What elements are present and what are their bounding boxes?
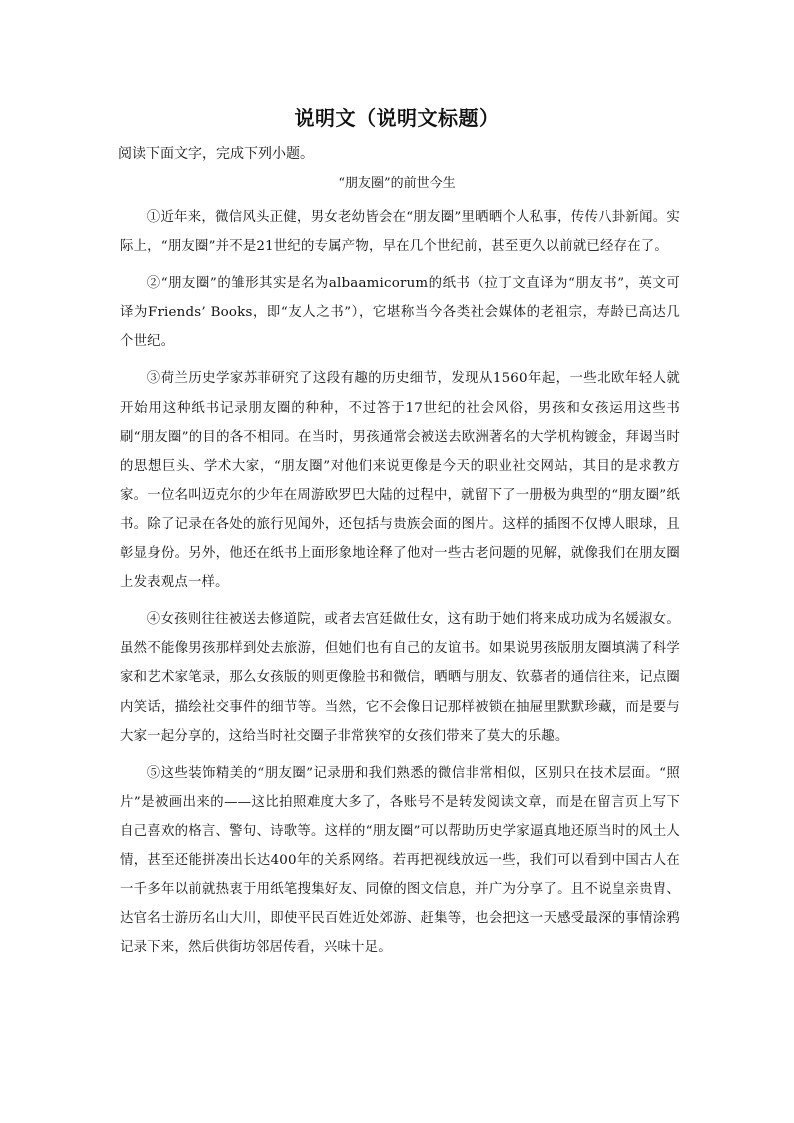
paragraph-3: ③荷兰历史学家苏菲研究了这段有趣的历史细节，发现从1560年起，一些北欧年轻人就开始用这种纸书记录朋友圈的种种，不过答于17世纪的社会风俗，男孩和女孩运用这些书刷“朋友圈”的目的各不相同。在当时，男孩通常会被送去欧洲著名的大学机构镀金，拜谒当时的思想巨头、学术大家，“朋友圈”对他们来说更像是今天的职业社交网站，其目的是求教方家。一位名叫迈克尔的少年在周游欧罗巴大陆的过程中，就留下了一册极为典型的“朋友圈”纸书。除了记录在各处的旅行见闻外，还包括与贵族会面的图片。这样的插图不仅博人眼球，且彰显身份。另外，他还在纸书上面形象地诠释了他对一些古老问题的见解，就像我们在朋友圈上发表观点一样。 <box>120 371 680 591</box>
page-title: 说明文（说明文标题） <box>294 106 500 130</box>
paragraph-5: ⑤这些装饰精美的“朋友圈”记录册和我们熟悉的微信非常相似，区别只在技术层面。“照片”是被画出来的——这比拍照难度大多了，各账号不是转发阅读文章，而是在留言页上写下自己喜欢的格言、警句、诗歌等。这样的“朋友圈”可以帮助历史学家逼真地还原当时的风土人情，甚至还能拼凑出长达400年的关系网络。若再把视线放远一些，我们可以看到中国古人在一千多年以前就热衷于用纸笔搜集好友、同僚的图文信息，并广为分享了。且不说皇亲贵胄、达官名士游历名山大川，即使平民百姓近处郊游、赶集等，也会把这一天感受最深的事情涂鸦记录下来，然后供街坊邻居传看，兴味十足。 <box>120 765 680 956</box>
paragraph-1: ①近年来，微信风头正健，男女老幼皆会在“朋友圈”里晒晒个人私事，传传八卦新闻。实际上，“朋友圈”并不是21世纪的专属产物，早在几个世纪前，甚至更久以前就已经存在了。 <box>120 210 680 255</box>
paragraph-4: ④女孩则往往被送去修道院，或者去宫廷做仕女，这有助于她们将来成功成为名媛淑女。虽然不能像男孩那样到处去旅游，但她们也有自己的友谊书。如果说男孩版朋友圈填满了科学家和艺术家笔录，那么女孩版的则更像脸书和微信，晒晒与朋友、钦慕者的通信往来，记点圈内笑话，描绘社交事件的细节等。当然，它不会像日记那样被锁在抽屉里默默珍藏，而是要与大家一起分享的，这给当时社交圈子非常狭窄的女孩们带来了莫大的乐趣。 <box>120 612 680 744</box>
article-body <box>120 203 680 970</box>
instruction-text: 阅读下面文字，完成下列小题。 <box>118 146 314 162</box>
article-title: “朋友圈”的前世今生 <box>338 176 456 191</box>
paragraph-2: ②“朋友圈”的雏形其实是名为albaamicorum的纸书（拉丁文直译为“朋友书”，英文可译为Friends’ Books，即“友人之书”），它堪称当今各类社会媒体的老祖宗，寿龄已高达几个世纪。 <box>120 276 680 350</box>
